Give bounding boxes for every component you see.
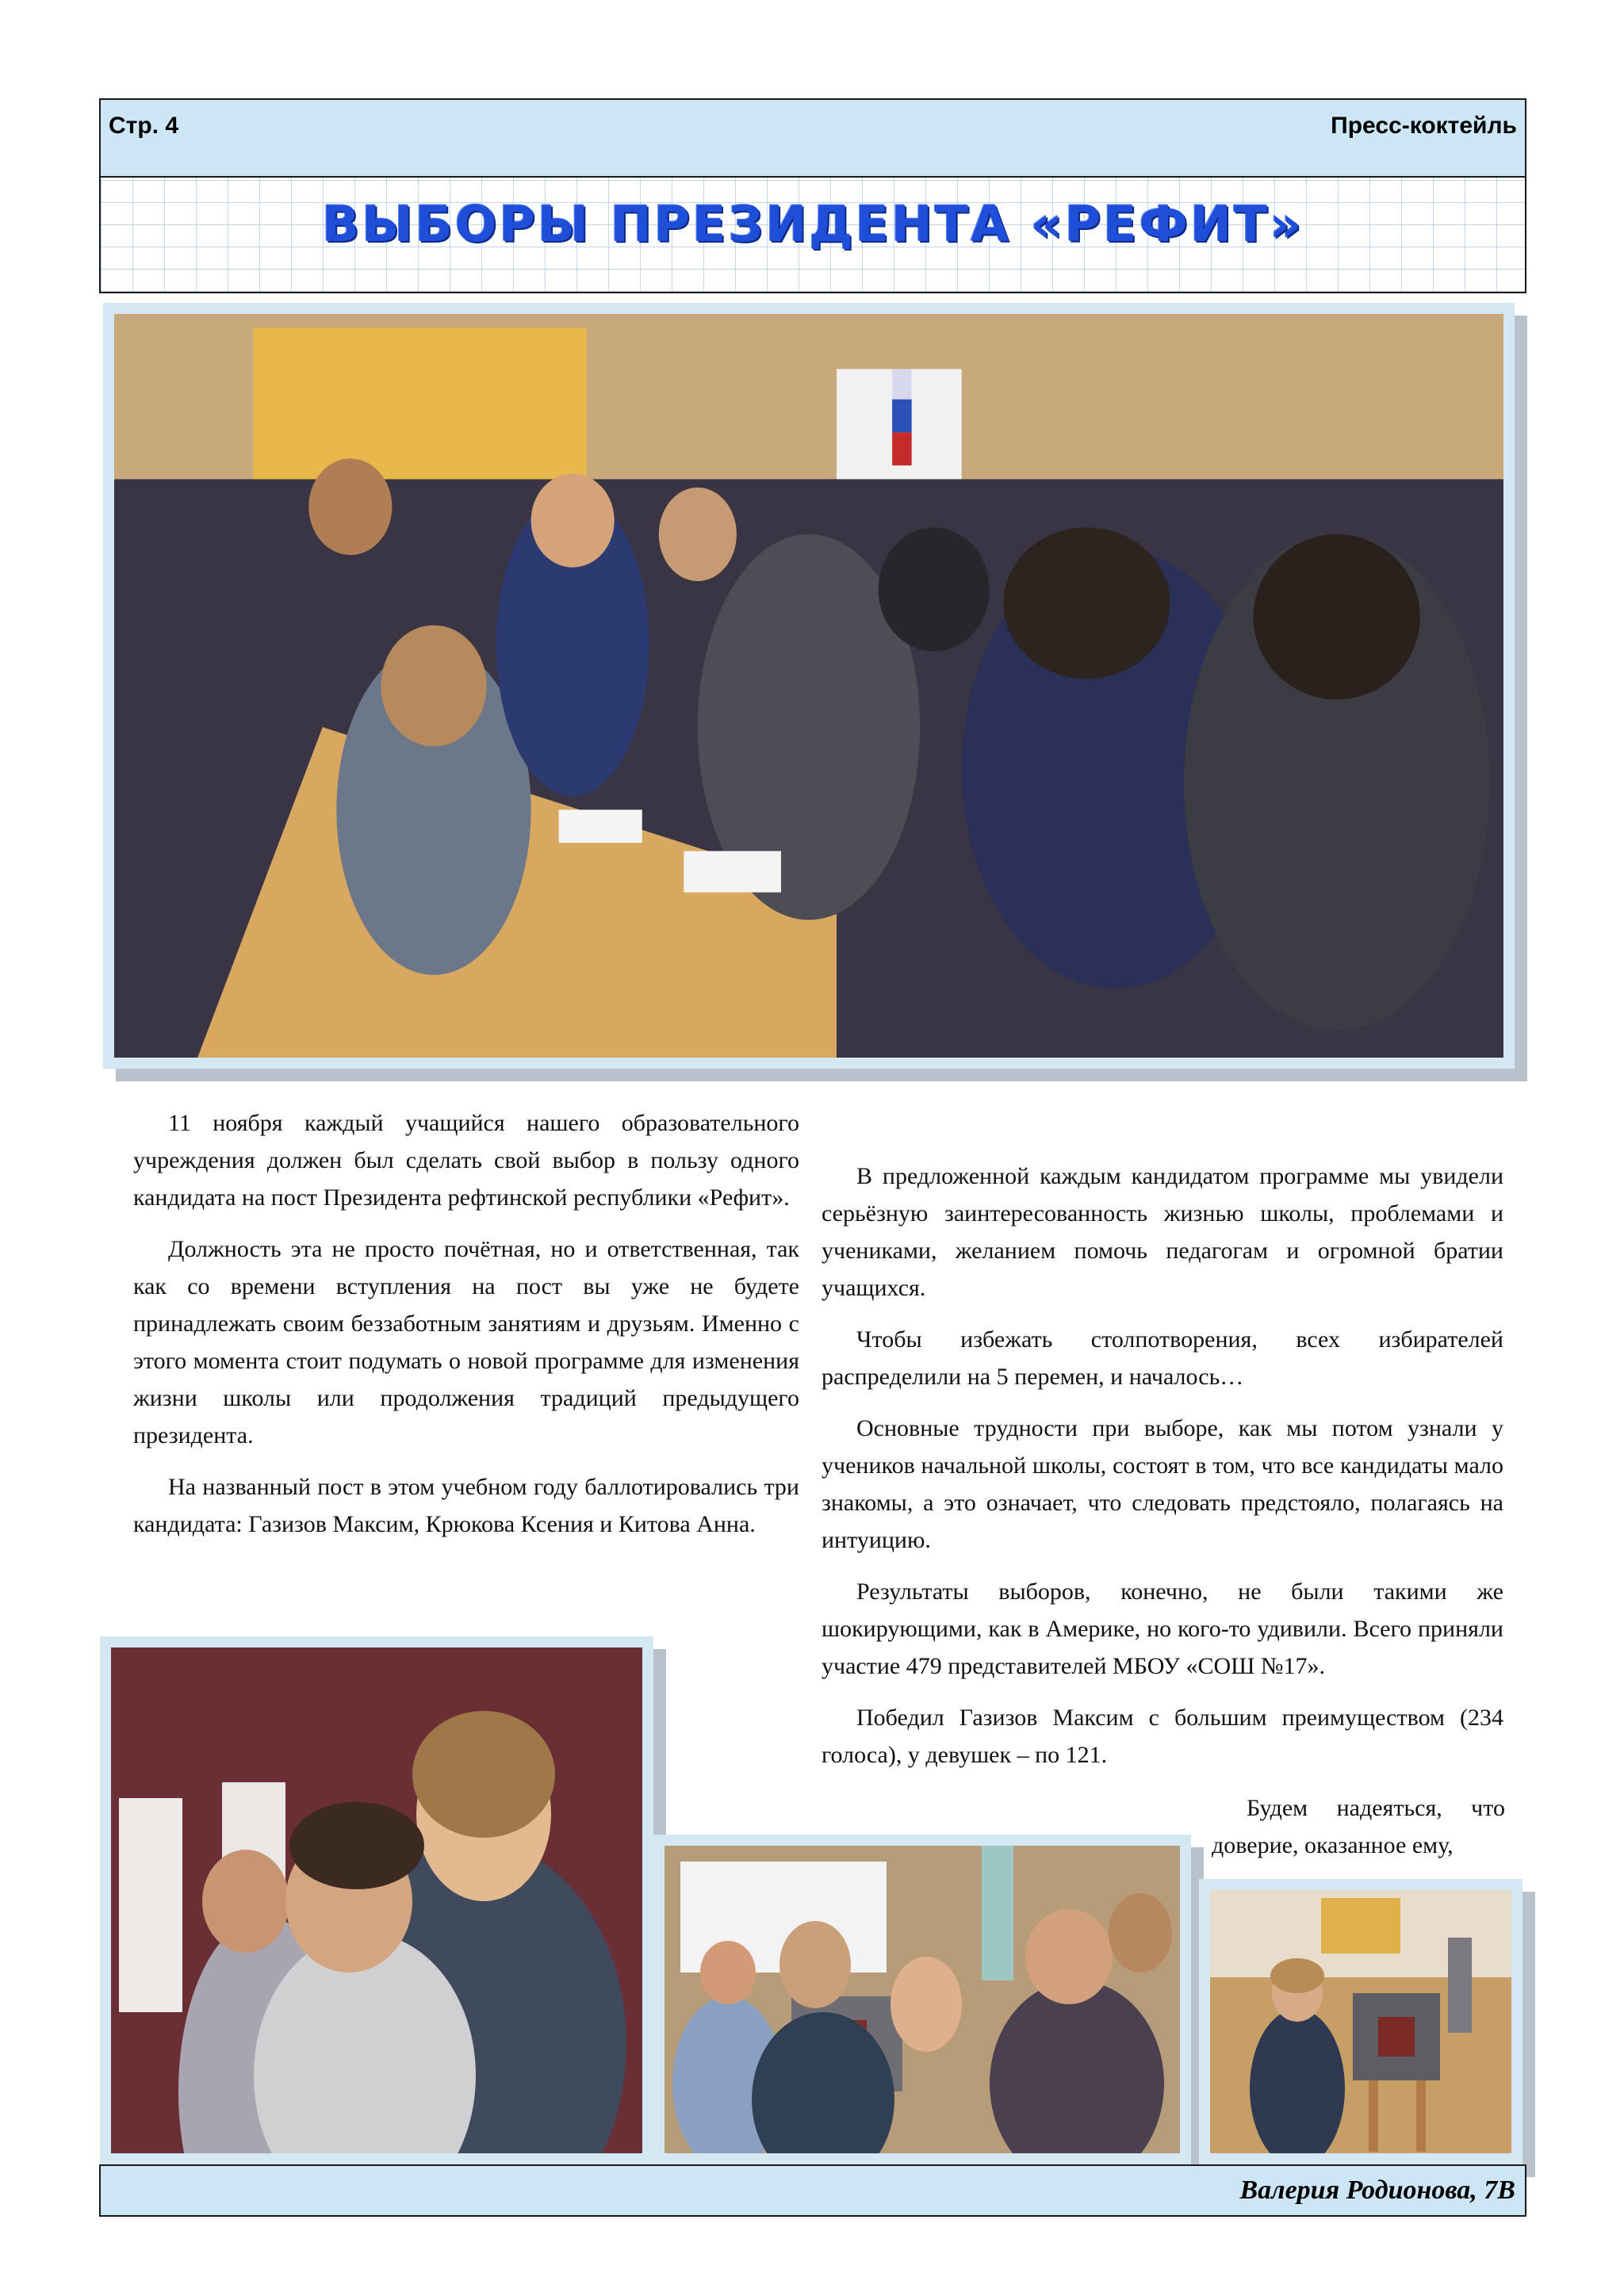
article-closing-text: Будем надеяться, что доверие, оказанное ему,: [1212, 1795, 1505, 1858]
article-paragraph: Чтобы избежать столпотворения, всех избирателей распределили на 5 перемен, и началось…: [822, 1326, 1503, 1390]
article-right-column: [822, 1158, 1503, 1788]
article-paragraph: На названный пост в этом учебном году баллотировались три кандидата: Газизов Максим, Крюкова Ксения и Китова Анна.: [133, 1474, 799, 1537]
article-left-column: [133, 1104, 799, 1557]
article-paragraph: Победил Газизов Максим с большим преимуществом (234 голоса), у девушек – по 121.: [822, 1705, 1503, 1768]
bottom-left-photo-frame: [100, 1636, 653, 2164]
article-paragraph: Результаты выборов, конечно, не были такими же шокирующими, как в Америке, но кого-то удивили. Всего приняли участие 479 представителей МБОУ «СОШ №17».: [822, 1578, 1503, 1679]
bottom-right-photo-image: [1210, 1890, 1511, 2153]
bottom-left-photo-image: [111, 1647, 642, 2153]
bottom-right-photo: [1210, 1890, 1511, 2153]
article-paragraph: 11 ноября каждый учащийся нашего образовательного учреждения должен был сделать свой выбор в пользу одного кандидата на пост Президента рефтинской республики «Рефит».: [133, 1110, 799, 1211]
article-closing: [1212, 1789, 1505, 1878]
article-title: ВЫБОРЫ ПРЕЗИДЕНТА «РЕФИТ»: [321, 195, 1304, 253]
article-paragraph: Основные трудности при выборе, как мы потом узнали у учеников начальной школы, состоят в том, что все кандидаты мало знакомы, а это означает, что следовать предстояло, полагаясь на интуицию.: [822, 1415, 1503, 1553]
header-bar: [99, 98, 1526, 178]
footer-bar: [99, 2164, 1526, 2217]
publication-name: Пресс-коктейль: [1331, 113, 1517, 139]
bottom-right-photo-frame: [1199, 1879, 1522, 2164]
title-panel: [99, 178, 1526, 293]
article-paragraph: Должность эта не просто почётная, но и ответственная, так как со времени вступления на пост вы уже не будете принадлежать своим беззаботным занятиям и друзьям. Именно с этого момента стоит подумать о новой программе для изменения жизни школы или продолжения традиций предыдущего президента.: [133, 1236, 799, 1448]
author-signature: Валерия Родионова, 7В: [1239, 2175, 1515, 2205]
main-photo-image: [114, 314, 1503, 1058]
page-number: Стр. 4: [109, 113, 179, 139]
main-photo: [114, 314, 1503, 1058]
article-paragraph: В предложенной каждым кандидатом программе мы увидели серьёзную заинтересованность жизнью школы, проблемами и учениками, желанием помочь педагогам и огромной братии учащихся.: [822, 1163, 1503, 1301]
bottom-middle-photo: [665, 1846, 1180, 2153]
bottom-left-photo: [111, 1647, 642, 2153]
main-photo-frame: [103, 303, 1515, 1069]
bottom-middle-photo-image: [665, 1846, 1180, 2153]
bottom-middle-photo-frame: [653, 1835, 1191, 2164]
